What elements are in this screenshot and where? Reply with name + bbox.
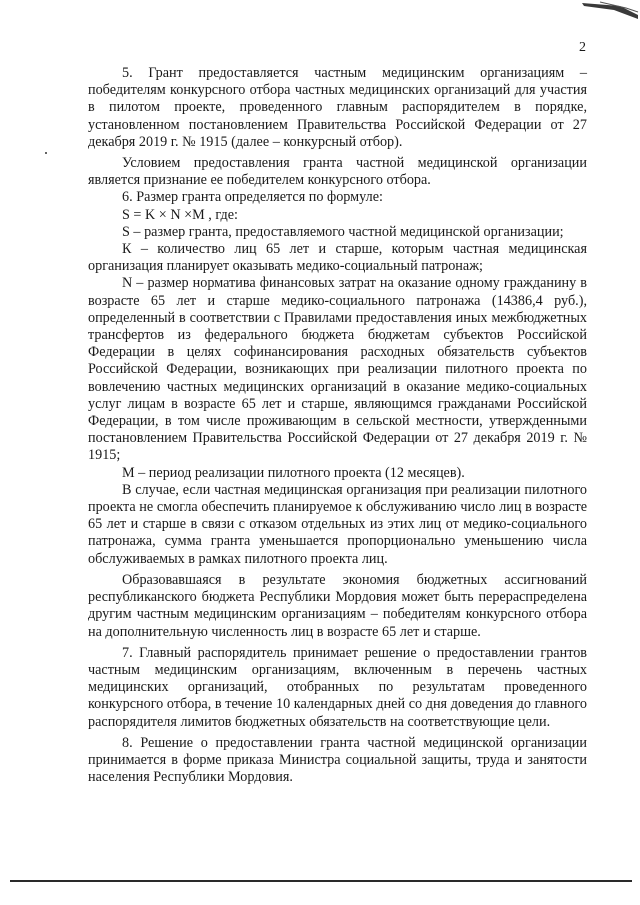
paragraph-reduction: В случае, если частная медицинская организация при реализации пилотного проекта не смогла обеспечить планируемое к обслуживанию число лиц в возрасте 65 лет и старше в связи с отказом отдельных из этих лиц от медико-социального патронажа, сумма гранта уменьшается пропорционально уменьшению числа обслуживаемых в рамках пилотного проекта лиц.	[88, 481, 587, 567]
definition-m: М – период реализации пилотного проекта (12 месяцев).	[122, 464, 465, 481]
document-body	[88, 65, 587, 786]
scan-dot	[45, 152, 47, 154]
paragraph-grant-recipients: 5. Грант предоставляется частным медицинским организациям – победителям конкурсного отбора частных медицинских организаций для участия в пилотом проекте, проведенного главным распорядителем в порядке, установленном постановлением Правительства Российской Федерации от 27 декабря 2019 г. № 1915 (далее – конкурсный отбор).	[88, 65, 587, 150]
paragraph-grant-size: 6. Размер гранта определяется по формуле:	[122, 189, 383, 206]
definition-k: К – количество лиц 65 лет и старше, которым частная медицинская организация планирует оказывать медико-социальный патронаж;	[88, 241, 587, 275]
bottom-rule	[10, 880, 632, 882]
formula: S = K × N ×M , где:	[122, 206, 238, 223]
paragraph-decision-form: 8. Решение о предоставлении гранта частной медицинской организации принимается в форме приказа Министра социальной защиты, труда и занятости населения Республики Мордовия.	[88, 734, 587, 786]
definition-n: N – размер норматива финансовых затрат на оказание одному гражданину в возрасте 65 лет и старше медико-социального патронажа (14386,4 руб.), определенный в соответствии с Правилами предоставления иных межбюджетных трансфертов из федерального бюджета бюджетам субъектов Российской Федерации в целях софинансирования расходных обязательств субъектов Российской Федерации, возникающих при реализации пилотного проекта по вовлечению частных медицинских организаций в оказание медико-социальных услуг лицам в возрасте 65 лет и старше, являющимся гражданами Российской Федерации, в том числе проживающим в сельской местности, утвержденными постановлением Правительства Российской Федерации от 27 декабря 2019 г. № 1915;	[88, 275, 587, 464]
page-number: 2	[579, 40, 586, 55]
paragraph-decision-timing: 7. Главный распорядитель принимает решение о предоставлении грантов частным медицинским организациям, включенным в перечень частных медицинских организаций, отобранных по результатам проведенного конкурсного отбора, в течение 10 календарных дней со дня доведения до главного распорядителя лимитов бюджетных обязательств на соответствующие цели.	[88, 644, 587, 730]
paragraph-grant-condition: Условием предоставления гранта частной медицинской организации является признание ее победителем конкурсного отбора.	[88, 155, 587, 189]
definition-s: S – размер гранта, предоставляемого частной медицинской организации;	[122, 223, 564, 240]
scan-artifact	[580, 0, 640, 22]
paragraph-redistribution: Образовавшаяся в результате экономия бюджетных ассигнований республиканского бюджета Республики Мордовия может быть перераспределена другим частным медицинским организациям – победителям конкурсного отбора на дополнительную численность лиц в возрасте 65 лет и старше.	[88, 571, 587, 640]
